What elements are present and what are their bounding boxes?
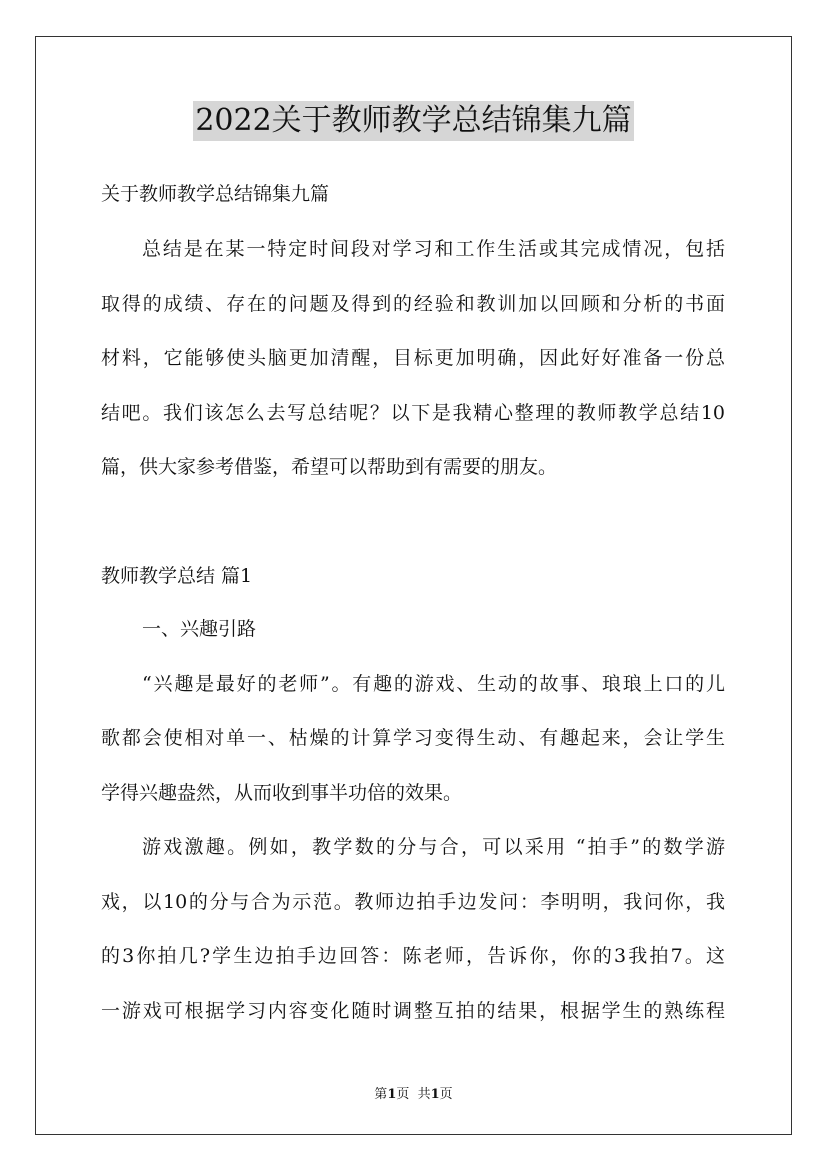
document-subtitle: 关于教师教学总结锦集九篇 [101,183,330,205]
section-heading: 教师教学总结 篇1 [101,565,253,587]
para2-line-3: 的3你拍几?学生边拍手边回答：陈老师，告诉你，你的3我拍7。这 [101,945,725,967]
document-title: 2022关于教师教学总结锦集九篇 [193,101,633,141]
footer-current-page: 1 [387,1087,397,1102]
page-footer [0,1083,827,1102]
footer-prefix: 第 [374,1087,388,1102]
para2-line-2: 戏，以10的分与合为示范。教师边拍手边发问：李明明，我问你，我 [101,891,725,913]
para1-line-3: 学得兴趣盎然，从而收到事半功倍的效果。 [101,782,463,804]
footer-mid: 页 共 [396,1087,431,1102]
footer-suffix: 页 [439,1087,453,1102]
intro-line-5: 篇，供大家参考借鉴，希望可以帮助到有需要的朋友。 [101,456,558,478]
intro-line-4: 结吧。我们该怎么去写总结呢？以下是我精心整理的教师教学总结10 [101,402,725,424]
intro-line-3: 材料，它能够使头脑更加清醒，目标更加明确，因此好好准备一份总 [101,347,725,369]
intro-line-1: 总结是在某一特定时间段对学习和工作生活或其完成情况，包括 [142,238,725,260]
footer-total-pages: 1 [430,1087,440,1102]
subheading: 一、兴趣引路 [142,618,257,640]
para1-line-1: “兴趣是最好的老师”。有趣的游戏、生动的故事、琅琅上口的儿 [142,673,725,695]
para1-line-2: 歌都会使相对单一、枯燥的计算学习变得生动、有趣起来，会让学生 [101,727,725,749]
title-container [0,101,827,141]
para2-line-4: 一游戏可根据学习内容变化随时调整互拍的结果，根据学生的熟练程 [101,1000,725,1022]
intro-line-2: 取得的成绩、存在的问题及得到的经验和教训加以回顾和分析的书面 [101,293,725,315]
para2-line-1: 游戏激趣。例如，教学数的分与合，可以采用 “拍手”的数学游 [142,836,725,858]
